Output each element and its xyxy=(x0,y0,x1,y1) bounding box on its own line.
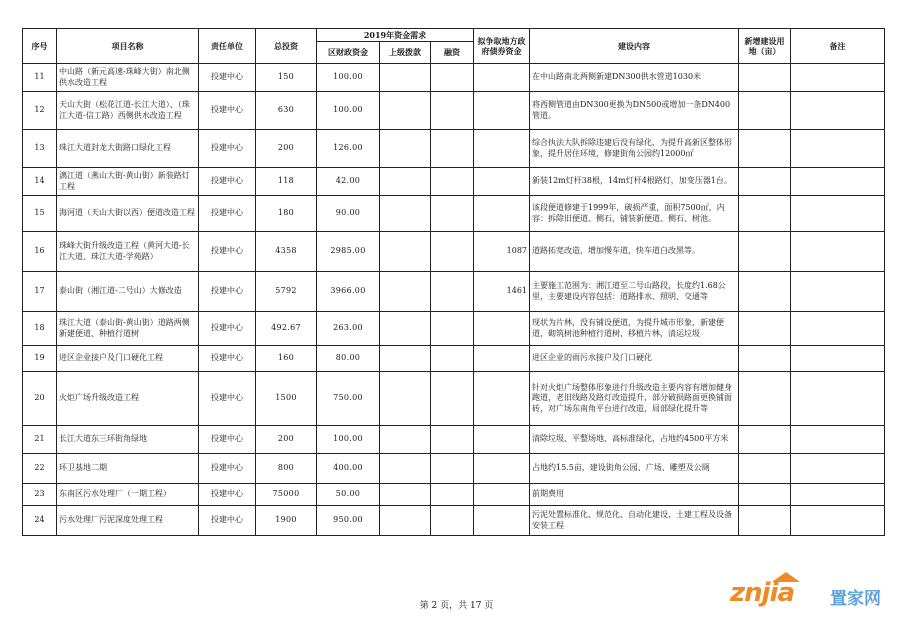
cell-bond-funds xyxy=(474,130,530,168)
cell-project-name: 珠江大道（泰山街-黄山街）道路两侧新建便道、种植行道树 xyxy=(57,312,199,346)
cell-remark xyxy=(791,92,885,130)
table-body xyxy=(23,64,885,536)
cell-remark xyxy=(791,272,885,312)
cell-remark xyxy=(791,454,885,484)
cell-project-name: 进区企业接户及门口硬化工程 xyxy=(57,346,199,372)
header-remark: 备注 xyxy=(791,29,885,64)
cell-bond-funds xyxy=(474,484,530,506)
cell-new-land xyxy=(739,454,791,484)
table-row xyxy=(23,484,885,506)
budget-table xyxy=(22,28,885,536)
cell-district-funds: 400.00 xyxy=(317,454,380,484)
cell-seq: 13 xyxy=(23,130,57,168)
table-row xyxy=(23,346,885,372)
watermark-logo-text: znjia xyxy=(730,578,795,608)
header-total-investment: 总投资 xyxy=(256,29,317,64)
cell-responsible-unit: 投建中心 xyxy=(199,312,256,346)
cell-bond-funds xyxy=(474,426,530,454)
header-construction-content: 建设内容 xyxy=(530,29,739,64)
cell-financing xyxy=(431,168,474,196)
cell-district-funds: 3966.00 xyxy=(317,272,380,312)
cell-superior-allocation xyxy=(380,454,431,484)
cell-bond-funds xyxy=(474,196,530,232)
header-seq: 序号 xyxy=(23,29,57,64)
cell-total-investment: 5792 xyxy=(256,272,317,312)
cell-project-name: 中山路（新元高速-珠峰大街）南北侧供水改造工程 xyxy=(57,64,199,92)
table-row xyxy=(23,372,885,426)
cell-district-funds: 100.00 xyxy=(317,64,380,92)
cell-project-name: 污水处理厂污泥深度处理工程 xyxy=(57,506,199,536)
table-row xyxy=(23,454,885,484)
cell-responsible-unit: 投建中心 xyxy=(199,426,256,454)
cell-construction-content: 主要施工范围为：湘江道至二号山路段，长度约1.68公里，主要建设内容包括：道路排水、照明、交通等 xyxy=(530,272,739,312)
page-number: 第 2 页，共 17 页 xyxy=(419,601,494,611)
cell-total-investment: 800 xyxy=(256,454,317,484)
cell-seq: 15 xyxy=(23,196,57,232)
cell-project-name: 珠峰大街升级改造工程（黄河大道-长江大道、珠江大道-学苑路） xyxy=(57,232,199,272)
cell-construction-content: 道路拓宽改造，增加慢车道，快车道白改黑等。 xyxy=(530,232,739,272)
cell-superior-allocation xyxy=(380,130,431,168)
cell-new-land xyxy=(739,272,791,312)
cell-total-investment: 150 xyxy=(256,64,317,92)
cell-seq: 20 xyxy=(23,372,57,426)
cell-superior-allocation xyxy=(380,92,431,130)
cell-district-funds: 90.00 xyxy=(317,196,380,232)
table-row xyxy=(23,272,885,312)
cell-seq: 22 xyxy=(23,454,57,484)
cell-remark xyxy=(791,506,885,536)
cell-total-investment: 200 xyxy=(256,426,317,454)
cell-superior-allocation xyxy=(380,506,431,536)
cell-responsible-unit: 投建中心 xyxy=(199,484,256,506)
cell-project-name: 泰山街（湘江道-二号山）大修改造 xyxy=(57,272,199,312)
cell-construction-content: 现状为片林，没有铺设便道，为提升城市形象，新建便道，砌筑树池种植行道树，移植片林，清运垃圾 xyxy=(530,312,739,346)
watermark-site-name: 置家网 xyxy=(830,589,881,609)
cell-seq: 24 xyxy=(23,506,57,536)
cell-project-name: 漓江道（燕山大街-黄山街）新装路灯工程 xyxy=(57,168,199,196)
cell-superior-allocation xyxy=(380,372,431,426)
cell-financing xyxy=(431,506,474,536)
cell-responsible-unit: 投建中心 xyxy=(199,346,256,372)
header-superior-allocation: 上级拨款 xyxy=(380,42,431,64)
cell-district-funds: 100.00 xyxy=(317,92,380,130)
cell-bond-funds xyxy=(474,92,530,130)
cell-seq: 16 xyxy=(23,232,57,272)
cell-total-investment: 4358 xyxy=(256,232,317,272)
cell-construction-content: 针对火炬广场整体形象进行升级改造主要内容有增加健身跑道，老旧线路及路灯改造提升，部分破损路面更换铺面砖，对广场东南角平台进行改造，局部绿化提升等 xyxy=(530,372,739,426)
cell-financing xyxy=(431,454,474,484)
cell-construction-content: 污泥处置标准化、规范化、自动化建设，土建工程及设备安装工程 xyxy=(530,506,739,536)
cell-construction-content: 清除垃圾、平整场地、高标准绿化，占地约4500平方米 xyxy=(530,426,739,454)
cell-responsible-unit: 投建中心 xyxy=(199,232,256,272)
cell-construction-content: 进区企业的雨污水接户及门口硬化 xyxy=(530,346,739,372)
cell-seq: 23 xyxy=(23,484,57,506)
cell-project-name: 珠江大道封龙大街路口绿化工程 xyxy=(57,130,199,168)
cell-new-land xyxy=(739,312,791,346)
cell-project-name: 天山大街（松花江道-长江大道）、（珠江大道-信工路）西侧供水改造工程 xyxy=(57,92,199,130)
cell-remark xyxy=(791,232,885,272)
cell-financing xyxy=(431,64,474,92)
cell-total-investment: 200 xyxy=(256,130,317,168)
cell-bond-funds xyxy=(474,346,530,372)
table-row xyxy=(23,232,885,272)
cell-new-land xyxy=(739,506,791,536)
cell-responsible-unit: 投建中心 xyxy=(199,454,256,484)
cell-total-investment: 1500 xyxy=(256,372,317,426)
cell-total-investment: 1900 xyxy=(256,506,317,536)
cell-construction-content: 综合执法大队拆除违建后没有绿化，为提升高新区整体形象，提升居住环境，修建街角公园约12000㎡ xyxy=(530,130,739,168)
cell-construction-content: 将西侧管道由DN300更换为DN500或增加一条DN400管道。 xyxy=(530,92,739,130)
cell-seq: 14 xyxy=(23,168,57,196)
cell-financing xyxy=(431,92,474,130)
cell-construction-content: 该段便道修建于1999年，破损严重，面积7500㎡，内容：拆除旧便道、侧石，铺装新便道、侧石、树池。 xyxy=(530,196,739,232)
table-row xyxy=(23,130,885,168)
cell-new-land xyxy=(739,196,791,232)
cell-responsible-unit: 投建中心 xyxy=(199,272,256,312)
cell-district-funds: 750.00 xyxy=(317,372,380,426)
cell-construction-content: 新装12m灯杆38根，14m灯杆4根路灯，加变压器1台。 xyxy=(530,168,739,196)
cell-new-land xyxy=(739,130,791,168)
cell-district-funds: 2985.00 xyxy=(317,232,380,272)
cell-superior-allocation xyxy=(380,64,431,92)
cell-remark xyxy=(791,484,885,506)
cell-new-land xyxy=(739,64,791,92)
cell-superior-allocation xyxy=(380,168,431,196)
cell-remark xyxy=(791,426,885,454)
cell-financing xyxy=(431,346,474,372)
cell-bond-funds xyxy=(474,168,530,196)
cell-district-funds: 42.00 xyxy=(317,168,380,196)
cell-bond-funds xyxy=(474,64,530,92)
cell-project-name: 海河道（天山大街以西）便道改造工程 xyxy=(57,196,199,232)
cell-remark xyxy=(791,372,885,426)
cell-bond-funds xyxy=(474,312,530,346)
cell-seq: 18 xyxy=(23,312,57,346)
cell-bond-funds xyxy=(474,372,530,426)
cell-bond-funds: 1461 xyxy=(474,272,530,312)
cell-district-funds: 126.00 xyxy=(317,130,380,168)
cell-new-land xyxy=(739,426,791,454)
cell-superior-allocation xyxy=(380,312,431,346)
cell-total-investment: 118 xyxy=(256,168,317,196)
cell-remark xyxy=(791,64,885,92)
table-row xyxy=(23,312,885,346)
cell-construction-content: 在中山路南北两侧新建DN300供水管道1030米 xyxy=(530,64,739,92)
cell-project-name: 火炬广场升级改造工程 xyxy=(57,372,199,426)
cell-project-name: 东南区污水处理厂（一期工程） xyxy=(57,484,199,506)
cell-financing xyxy=(431,312,474,346)
cell-district-funds: 950.00 xyxy=(317,506,380,536)
cell-responsible-unit: 投建中心 xyxy=(199,168,256,196)
cell-bond-funds: 1087 xyxy=(474,232,530,272)
cell-superior-allocation xyxy=(380,426,431,454)
cell-bond-funds xyxy=(474,454,530,484)
cell-financing xyxy=(431,426,474,454)
header-district-funds: 区财政资金 xyxy=(317,42,380,64)
header-bond-funds: 拟争取地方政府债券资金 xyxy=(474,29,530,64)
cell-remark xyxy=(791,196,885,232)
cell-district-funds: 263.00 xyxy=(317,312,380,346)
cell-responsible-unit: 投建中心 xyxy=(199,64,256,92)
cell-total-investment: 75000 xyxy=(256,484,317,506)
cell-superior-allocation xyxy=(380,232,431,272)
table-row xyxy=(23,64,885,92)
cell-district-funds: 50.00 xyxy=(317,484,380,506)
cell-total-investment: 492.67 xyxy=(256,312,317,346)
cell-total-investment: 180 xyxy=(256,196,317,232)
cell-new-land xyxy=(739,372,791,426)
cell-superior-allocation xyxy=(380,346,431,372)
cell-remark xyxy=(791,130,885,168)
cell-financing xyxy=(431,130,474,168)
cell-total-investment: 160 xyxy=(256,346,317,372)
cell-seq: 12 xyxy=(23,92,57,130)
header-new-land: 新增建设用地（亩） xyxy=(739,29,791,64)
table-row xyxy=(23,196,885,232)
cell-district-funds: 80.00 xyxy=(317,346,380,372)
cell-remark xyxy=(791,312,885,346)
cell-district-funds: 100.00 xyxy=(317,426,380,454)
header-funding-demand-2019: 2019年资金需求 xyxy=(317,29,474,42)
cell-financing xyxy=(431,372,474,426)
cell-responsible-unit: 投建中心 xyxy=(199,372,256,426)
cell-new-land xyxy=(739,346,791,372)
cell-responsible-unit: 投建中心 xyxy=(199,506,256,536)
cell-new-land xyxy=(739,92,791,130)
cell-financing xyxy=(431,196,474,232)
cell-responsible-unit: 投建中心 xyxy=(199,130,256,168)
header-responsible-unit: 责任单位 xyxy=(199,29,256,64)
cell-new-land xyxy=(739,232,791,272)
cell-financing xyxy=(431,484,474,506)
cell-new-land xyxy=(739,168,791,196)
cell-remark xyxy=(791,168,885,196)
table-row xyxy=(23,92,885,130)
watermark-logo xyxy=(730,578,910,610)
table-row xyxy=(23,426,885,454)
cell-seq: 17 xyxy=(23,272,57,312)
cell-responsible-unit: 投建中心 xyxy=(199,92,256,130)
cell-superior-allocation xyxy=(380,272,431,312)
cell-remark xyxy=(791,346,885,372)
cell-bond-funds xyxy=(474,506,530,536)
header-project-name: 项目名称 xyxy=(57,29,199,64)
table-row xyxy=(23,168,885,196)
cell-superior-allocation xyxy=(380,484,431,506)
cell-total-investment: 630 xyxy=(256,92,317,130)
cell-seq: 11 xyxy=(23,64,57,92)
cell-seq: 19 xyxy=(23,346,57,372)
cell-financing xyxy=(431,232,474,272)
table-row xyxy=(23,506,885,536)
cell-superior-allocation xyxy=(380,196,431,232)
cell-seq: 21 xyxy=(23,426,57,454)
cell-construction-content: 占地约15.5亩，建设街角公园、广场、雕塑及公厕 xyxy=(530,454,739,484)
header-financing: 融资 xyxy=(431,42,474,64)
cell-financing xyxy=(431,272,474,312)
cell-project-name: 长江大道东三环街角绿地 xyxy=(57,426,199,454)
cell-new-land xyxy=(739,484,791,506)
cell-construction-content: 前期费用 xyxy=(530,484,739,506)
cell-project-name: 环卫基地二期 xyxy=(57,454,199,484)
cell-responsible-unit: 投建中心 xyxy=(199,196,256,232)
